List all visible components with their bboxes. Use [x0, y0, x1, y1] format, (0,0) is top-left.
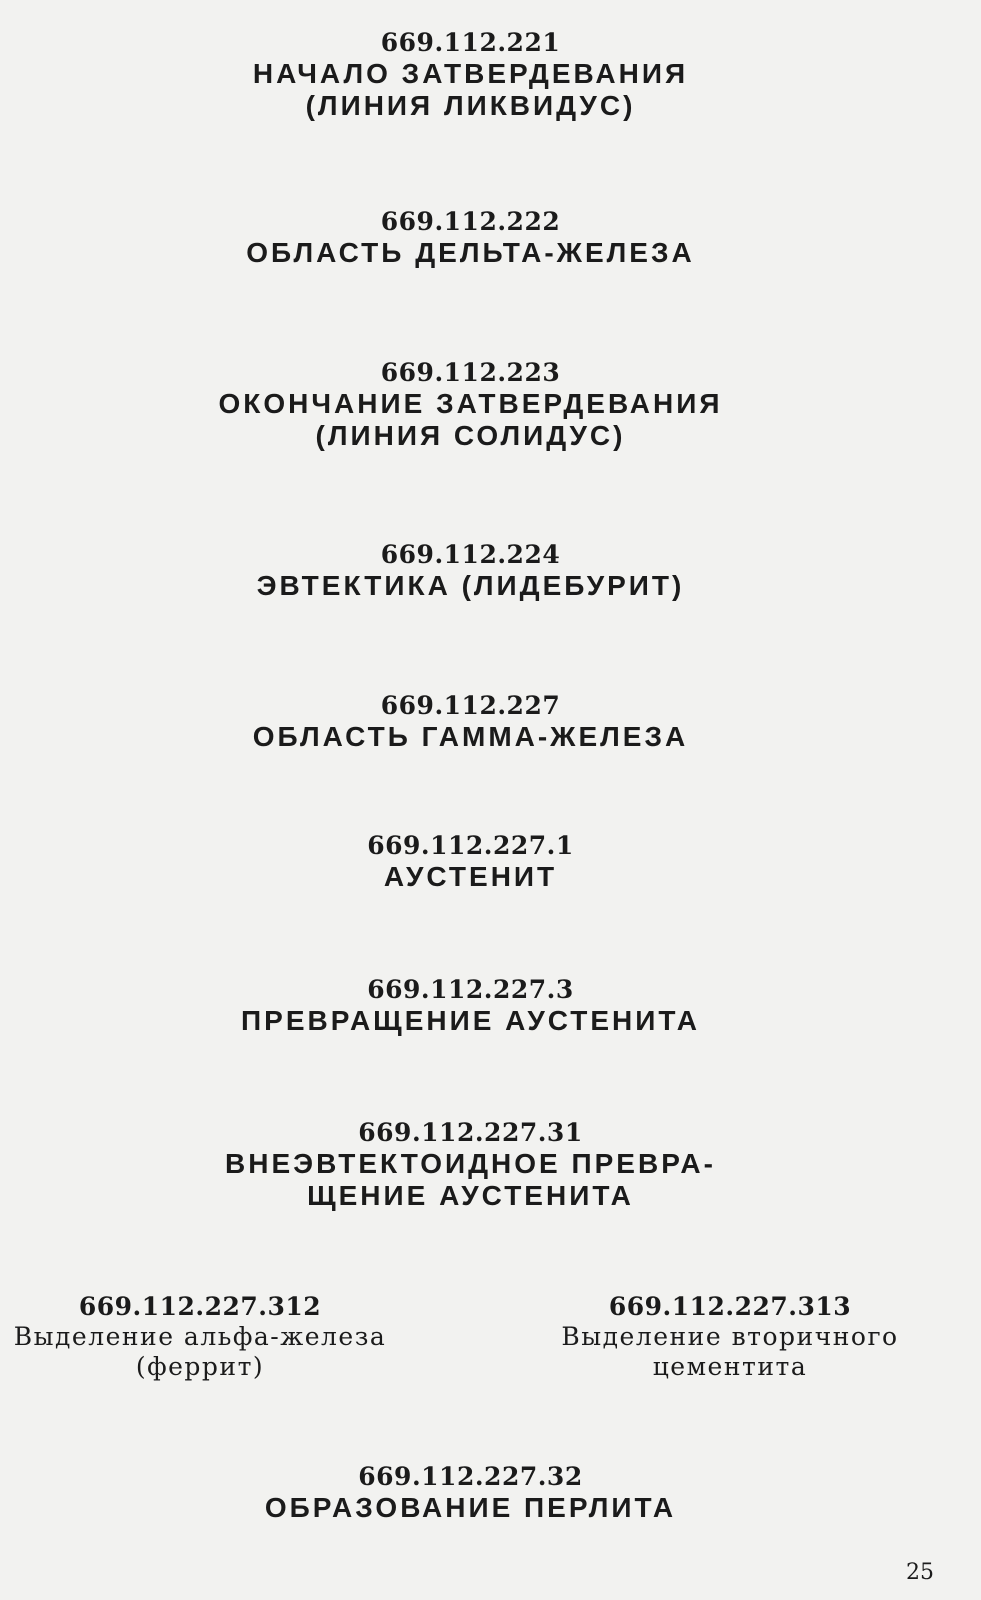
- entry-title-line: ОБРАЗОВАНИЕ ПЕРЛИТА: [264, 1492, 677, 1523]
- entry-code: 669.112.227.32: [358, 1462, 583, 1491]
- entry-669-112-227: [0, 691, 941, 753]
- entry-669-112-222: [0, 207, 941, 269]
- entry-title-line: ОБЛАСТЬ ГАММА-ЖЕЛЕЗА: [252, 721, 689, 752]
- entry-title-line: (ЛИНИЯ СОЛИДУС): [315, 420, 626, 451]
- entry-title-line: НАЧАЛО ЗАТВЕРДЕВАНИЯ: [252, 58, 689, 89]
- subentry-code: 669.112.227.313: [608, 1292, 852, 1321]
- entry-669-112-227-3: [0, 975, 941, 1037]
- subentry-right: [520, 1292, 940, 1382]
- subentry-code: 669.112.227.312: [78, 1292, 322, 1321]
- entry-669-112-227-1: [0, 831, 941, 893]
- subentry-line: Выделение вторичного: [561, 1322, 899, 1351]
- entry-title-line: ПРЕВРАЩЕНИЕ АУСТЕНИТА: [241, 1005, 700, 1036]
- entry-code: 669.112.227.1: [367, 831, 574, 860]
- entry-669-112-224: [0, 540, 941, 602]
- entry-title-line: (ЛИНИЯ ЛИКВИДУС): [305, 90, 636, 121]
- entry-669-112-223: [0, 358, 941, 452]
- entry-title-line: ВНЕЭВТЕКТОИДНОЕ ПРЕВРА-: [225, 1148, 716, 1179]
- page-number: 25: [906, 1560, 934, 1585]
- entry-code: 669.112.227.31: [358, 1118, 583, 1147]
- subentry-line: (феррит): [135, 1352, 265, 1381]
- entry-669-112-227-32: [0, 1462, 941, 1524]
- entry-code: 669.112.227: [380, 691, 561, 720]
- entry-669-112-221: [0, 28, 941, 122]
- entry-title-line: ЩЕНИЕ АУСТЕНИТА: [307, 1180, 634, 1211]
- entry-title-line: АУСТЕНИТ: [383, 861, 558, 892]
- subentry-line: Выделение альфа-железа: [13, 1322, 387, 1351]
- entry-code: 669.112.224: [380, 540, 561, 569]
- subentry-line: цементита: [652, 1352, 808, 1381]
- entry-title-line: ОКОНЧАНИЕ ЗАТВЕРДЕВАНИЯ: [218, 388, 723, 419]
- entry-title-line: ОБЛАСТЬ ДЕЛЬТА-ЖЕЛЕЗА: [246, 237, 695, 268]
- entry-code: 669.112.222: [380, 207, 561, 236]
- entry-code: 669.112.227.3: [367, 975, 574, 1004]
- entry-code: 669.112.223: [380, 358, 561, 387]
- entry-title-line: ЭВТЕКТИКА (ЛИДЕБУРИТ): [256, 570, 685, 601]
- entry-code: 669.112.221: [380, 28, 561, 57]
- subentry-left: [0, 1292, 410, 1382]
- entry-669-112-227-31: [0, 1118, 941, 1212]
